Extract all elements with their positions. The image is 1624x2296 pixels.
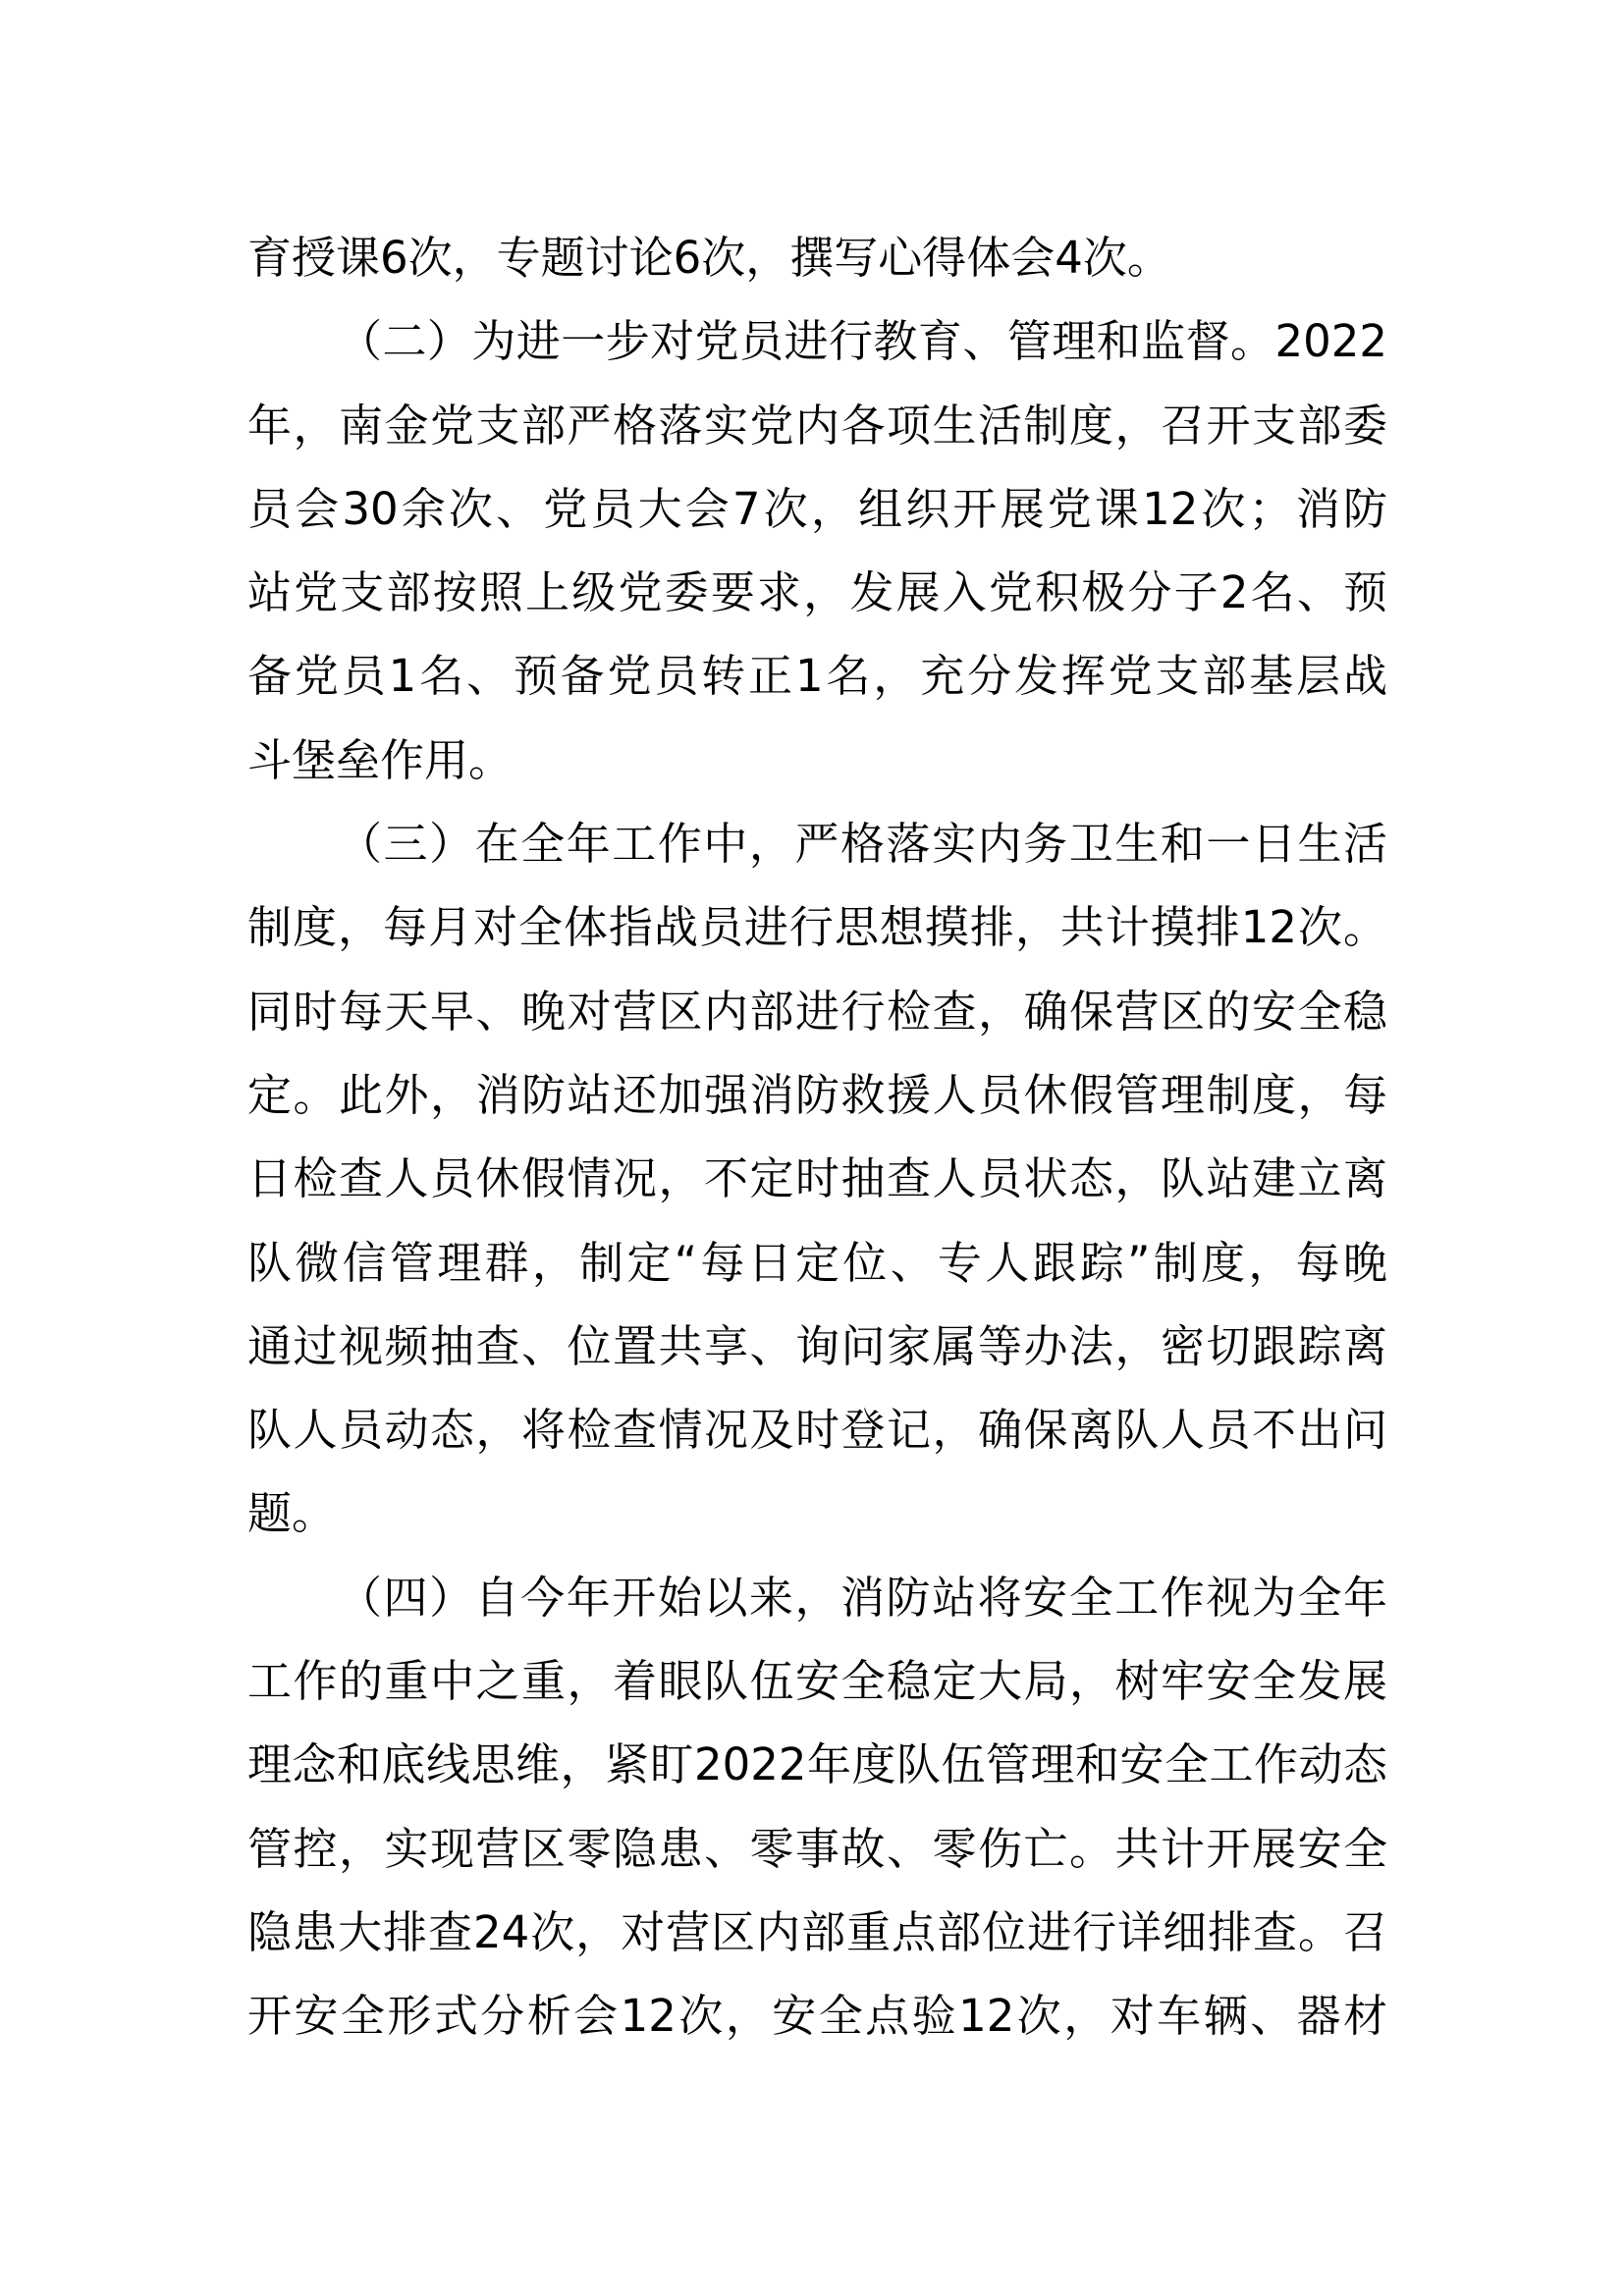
text-line: 备党员1名、预备党员转正1名，充分发挥党支部基层战 [247,650,1387,703]
text-line: 工作的重中之重，着眼队伍安全稳定大局，树牢安全发展 [247,1655,1387,1708]
text-line: 通过视频抽查、位置共享、询问家属等办法，密切跟踪离 [247,1319,1387,1372]
text-line: 站党支部按照上级党委要求，发展入党积极分子2名、预 [247,566,1387,619]
text-line: （四）自今年开始以来，消防站将安全工作视为全年 [338,1571,1387,1624]
text-line: 日检查人员休假情况，不定时抽查人员状态，队站建立离 [247,1152,1387,1205]
text-line: 题。 [247,1487,337,1540]
text-line: 开安全形式分析会12次，安全点验12次，对车辆、器材 [247,1990,1387,2043]
text-line: 理念和底线思维，紧盯2022年度队伍管理和安全工作动态 [247,1738,1387,1791]
text-line: 员会30余次、党员大会7次，组织开展党课12次；消防 [247,482,1387,535]
text-line: 年，南金党支部严格落实党内各项生活制度，召开支部委 [247,399,1387,452]
text-line: （三）在全年工作中，严格落实内务卫生和一日生活 [338,818,1387,871]
text-line: 育授课6次，专题讨论6次，撰写心得体会4次。 [247,232,1171,284]
document-body [247,216,1387,2058]
text-line: 队微信管理群，制定“每日定位、专人跟踪”制度，每晚 [247,1236,1387,1289]
text-line: 斗堡垒作用。 [247,733,514,786]
text-line: 同时每天早、晚对营区内部进行检查，确保营区的安全稳 [247,985,1387,1038]
text-line: 管控，实现营区零隐患、零事故、零伤亡。共计开展安全 [247,1822,1387,1875]
text-line: 队人员动态，将检查情况及时登记，确保离队人员不出问 [247,1404,1387,1457]
text-line: 制度，每月对全体指战员进行思想摸排，共计摸排12次。 [247,901,1387,954]
text-line: （二）为进一步对党员进行教育、管理和监督。2022 [338,315,1387,368]
text-line: 定。此外，消防站还加强消防救援人员休假管理制度，每 [247,1068,1387,1121]
text-line: 隐患大排查24次，对营区内部重点部位进行详细排查。召 [247,1905,1387,1958]
